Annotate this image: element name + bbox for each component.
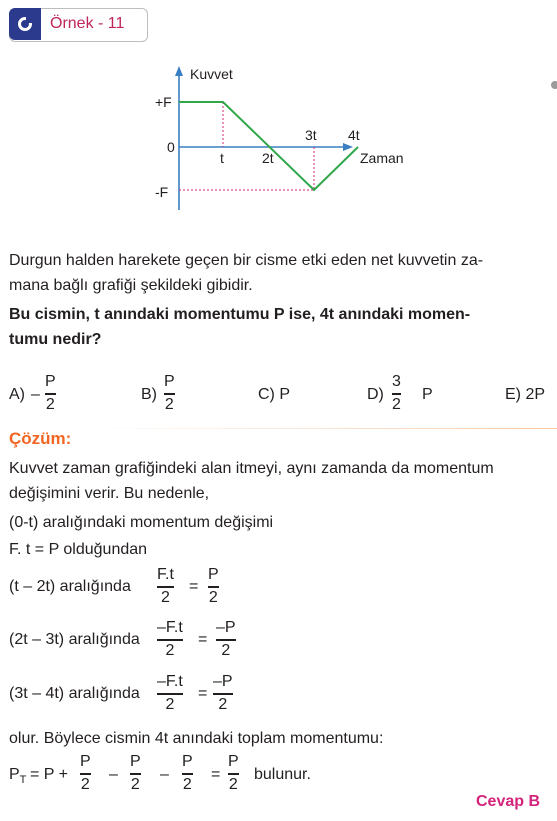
interval-2-fraction-a: –F.t 2 <box>157 619 183 659</box>
interval-3-fraction-b: –P 2 <box>213 673 233 713</box>
question-bold-line-1: Bu cismin, t anındaki momentumu P ise, 4t anındaki momen- <box>9 306 471 323</box>
total-p: $P_T$ <box>9 766 27 786</box>
y-tick-plus-f: +F <box>155 94 172 110</box>
total-minus-1: – <box>109 766 118 783</box>
solution-line-4: F. t = P olduğundan <box>9 541 148 558</box>
total-fraction-4: P 2 <box>228 753 239 793</box>
option-b-label[interactable]: B) <box>141 386 157 403</box>
force-time-graph <box>140 60 420 220</box>
interval-1-equals: = <box>189 578 199 595</box>
y-tick-minus-f: -F <box>155 184 169 200</box>
x-tick-3t: 3t <box>305 127 317 143</box>
option-a-sign: – <box>31 386 40 403</box>
example-icon <box>9 8 41 40</box>
total-fraction-2: P 2 <box>130 753 141 793</box>
solution-line-3: (0-t) aralığındaki momentum değişimi <box>9 514 274 531</box>
option-d-suffix: P <box>422 386 433 403</box>
option-c[interactable]: C) P <box>258 386 290 403</box>
y-tick-zero: 0 <box>167 139 175 155</box>
option-a-fraction: P 2 <box>45 373 56 413</box>
total-minus-2: – <box>160 766 169 783</box>
option-d-label[interactable]: D) <box>367 386 384 403</box>
option-b-fraction: P 2 <box>164 373 175 413</box>
option-a-label[interactable]: A) <box>9 386 25 403</box>
solution-title: Çözüm: <box>9 429 72 448</box>
question-bold-line-2: tumu nedir? <box>9 331 102 348</box>
interval-1-fraction-a: F.t 2 <box>157 566 174 606</box>
force-curve <box>179 102 358 190</box>
question-line-1: Durgun halden harekete geçen bir cisme etki eden net kuvvetin za- <box>9 252 484 269</box>
interval-1-fraction-b: P 2 <box>208 566 219 606</box>
solution-divider <box>86 428 557 429</box>
interval-2-equals: = <box>198 631 208 648</box>
y-axis-label: Kuvvet <box>190 66 233 82</box>
x-axis-arrow-icon <box>343 143 353 151</box>
solution-line-2: değişimini verir. Bu nedenle, <box>9 485 210 502</box>
x-tick-2t: 2t <box>262 150 274 166</box>
total-eq-2: = <box>211 766 221 783</box>
y-axis-arrow-icon <box>175 66 183 76</box>
interval-1-text: (t – 2t) aralığında <box>9 578 131 595</box>
total-fraction-1: P 2 <box>80 753 91 793</box>
option-d-fraction: 3 2 <box>392 373 401 413</box>
margin-dot-icon <box>551 81 557 89</box>
x-tick-4t: 4t <box>348 127 360 143</box>
total-eq-1: = P + <box>30 766 68 783</box>
interval-2-text: (2t – 3t) aralığında <box>9 631 140 648</box>
interval-3-fraction-a: –F.t 2 <box>157 673 183 713</box>
option-e[interactable]: E) 2P <box>505 386 546 403</box>
interval-3-equals: = <box>198 685 208 702</box>
solution-line-5: olur. Böylece cismin 4t anındaki toplam momentumu: <box>9 730 384 747</box>
interval-2-fraction-b: –P 2 <box>216 619 236 659</box>
solution-line-1: Kuvvet zaman grafiğindeki alan itmeyi, aynı zamanda da momentum <box>9 460 494 477</box>
interval-3-text: (3t – 4t) aralığında <box>9 685 140 702</box>
example-label: Örnek - 11 <box>50 15 125 32</box>
answer-label: Cevap B <box>476 793 541 810</box>
x-axis-label: Zaman <box>360 150 404 166</box>
total-end: bulunur. <box>254 766 311 783</box>
x-tick-t: t <box>220 150 224 166</box>
question-line-2: mana bağlı grafiği şekildeki gibidir. <box>9 277 253 294</box>
total-fraction-3: P 2 <box>182 753 193 793</box>
